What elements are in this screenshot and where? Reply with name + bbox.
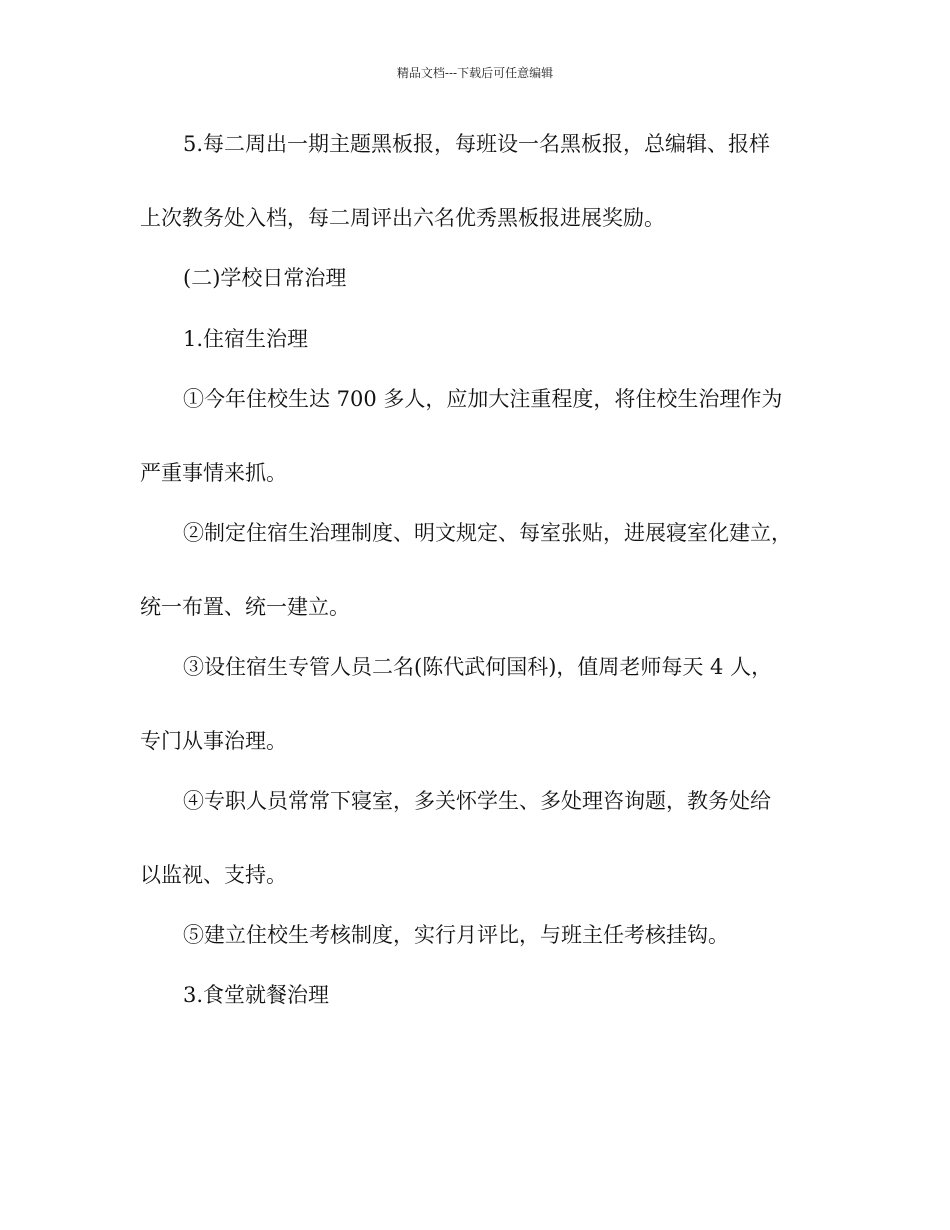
paragraph-line: 专门从事治理。 <box>140 729 287 753</box>
subsection-heading: 1.住宿生治理 <box>183 327 309 351</box>
page-header: 精品文档---下载后可任意编辑 <box>396 66 554 80</box>
paragraph-line: 上次教务处入档，每二周评出六名优秀黑板报进展奖励。 <box>140 206 665 230</box>
section-heading: (二)学校日常治理 <box>183 266 347 290</box>
paragraph-line: ②制定住宿生治理制度、明文规定、每室张贴，进展寝室化建立， <box>183 521 792 545</box>
subsection-heading: 3.食堂就餐治理 <box>183 983 330 1007</box>
paragraph-line: ⑤建立住校生考核制度，实行月评比，与班主任考核挂钩。 <box>183 923 729 947</box>
paragraph-line: ③设住宿生专管人员二名(陈代武何国科)，值周老师每天 4 人， <box>183 655 773 679</box>
paragraph-line: 5.每二周出一期主题黑板报，每班设一名黑板报，总编辑、报样 <box>183 132 771 156</box>
paragraph-line: 以监视、支持。 <box>140 863 287 887</box>
paragraph-line: 统一布置、统一建立。 <box>140 595 350 619</box>
paragraph-line: ①今年住校生达 700 多人，应加大注重程度，将住校生治理作为 <box>183 387 783 411</box>
paragraph-line: ④专职人员常常下寝室，多关怀学生、多处理咨询题，教务处给 <box>183 789 771 813</box>
paragraph-line: 严重事情来抓。 <box>140 461 287 485</box>
